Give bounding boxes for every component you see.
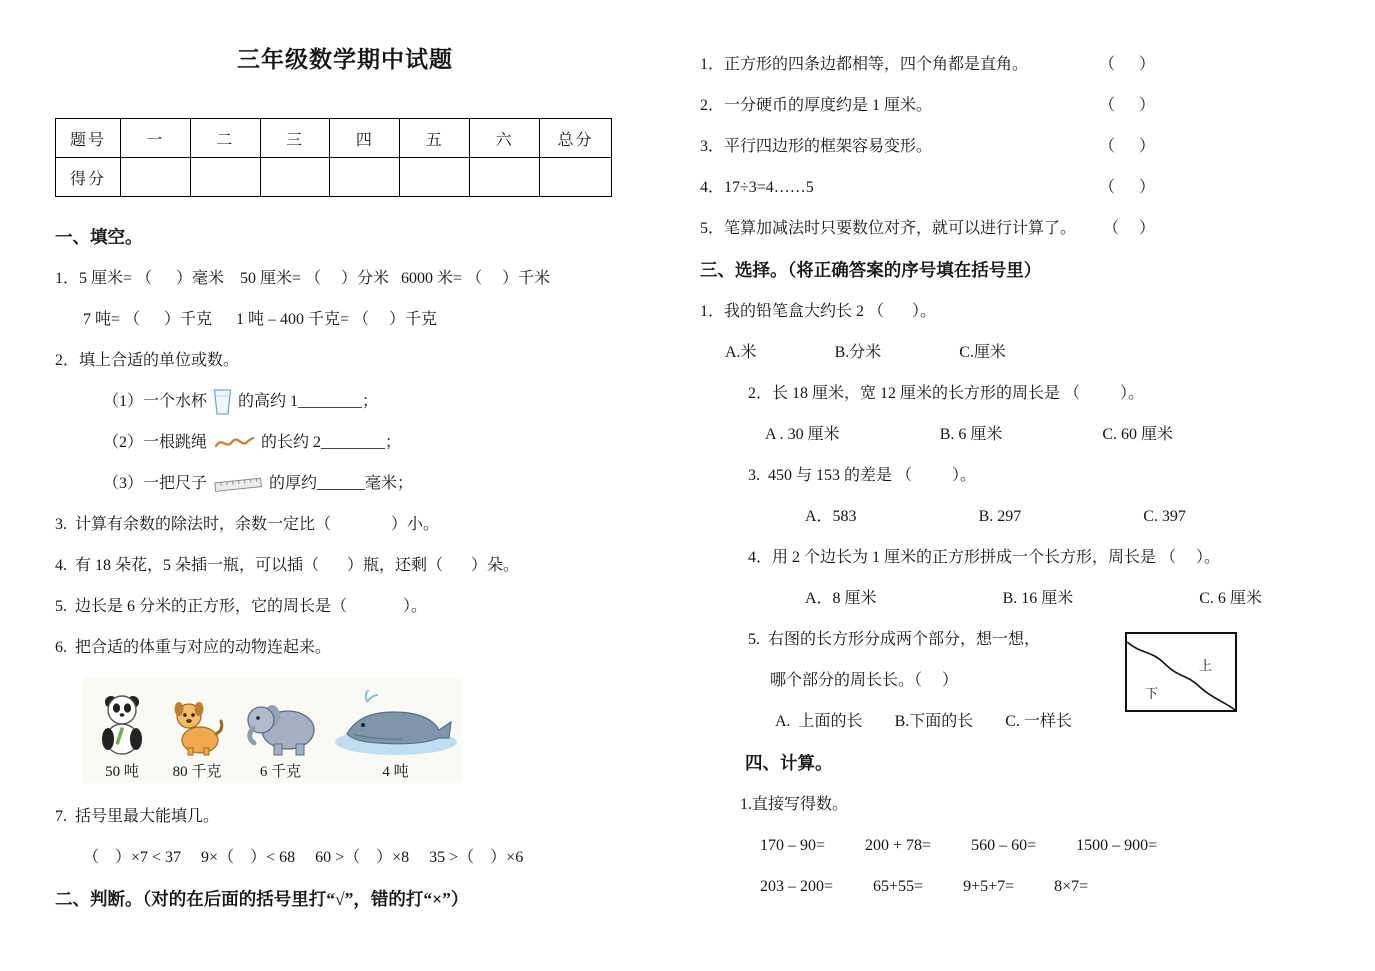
animal-weight-label: 50 吨: [105, 764, 139, 780]
panda-icon: [94, 692, 150, 761]
right-column: [700, 53, 1300, 916]
section-judge-heading: 二、判断。（对的在后面的括号里打“√”，错的打“×”）: [55, 889, 469, 909]
score-table-score-row: [56, 158, 612, 197]
judge-item-text: 4．17÷3=4……5: [700, 179, 814, 196]
answer-bracket: （ ）: [1098, 97, 1155, 114]
animal-whale: [328, 690, 463, 783]
calc-expression: 203 – 200=: [760, 878, 834, 895]
section-choice-heading: 三、选择。（将正确答案的序号填在括号里）: [700, 260, 1042, 280]
fill-q2-sub-2-post: 的长约 2________；: [261, 434, 402, 451]
judge-item-3: [700, 135, 1155, 159]
fill-q3: 3. 计算有余数的除法时，余数一定比（ ）小。: [55, 516, 440, 533]
calc-expression: 170 – 90=: [760, 837, 826, 854]
score-table-empty-cell: [260, 158, 330, 197]
judge-item-text: 3．平行四边形的框架容易变形。: [700, 138, 933, 155]
animal-weight-label: 4 吨: [382, 764, 409, 780]
calc-row-2: [700, 875, 1300, 899]
choice-q4-options: [700, 587, 1300, 611]
score-table-col-2: 二: [190, 119, 260, 158]
calc-expression: 1500 – 900=: [1076, 837, 1158, 854]
fill-q4: 4. 有 18 朵花，5 朵插一瓶，可以插（ ）瓶，还剩（ ）朵。: [55, 557, 520, 574]
option-b: B. 297: [978, 508, 1022, 525]
score-table-col-total: 总分: [540, 119, 612, 158]
section-calc-heading: 四、计算。: [745, 753, 833, 773]
fill-q2-sub-2-pre: （2）一根跳绳: [103, 434, 208, 451]
option-a: A．8 厘米: [805, 590, 877, 607]
fill-q1-line2: 7 吨= （ ）千克 1 吨 – 400 千克= （ ）千克: [83, 311, 438, 328]
jump-rope-icon: [213, 433, 255, 453]
choice-q1-options: [700, 341, 1300, 365]
fill-q7: 7. 括号里最大能填几。: [55, 808, 220, 825]
calc-expression: 8×7=: [1054, 878, 1089, 895]
fill-q6: 6. 把合适的体重与对应的动物连起来。: [55, 639, 332, 656]
ruler-icon: [213, 476, 263, 492]
choice-q5-line1: 5. 右图的长方形分成两个部分，想一想，: [748, 631, 1041, 648]
judge-item-1: [700, 53, 1155, 77]
score-table-col-4: 四: [330, 119, 400, 158]
judge-item-4: [700, 176, 1155, 200]
option-a: A . 30 厘米: [765, 426, 840, 443]
fill-q7-line: （ ）×7 < 37 9×（ ）< 68 60 >（ ）×8 35 >（ ）×6: [83, 849, 524, 866]
score-table-col-1: 一: [121, 119, 191, 158]
option-a: A．583: [805, 508, 857, 525]
judge-item-text: 5．笔算加减法时只要数位对齐，就可以进行计算了。: [700, 220, 1077, 237]
calc-expression: 65+55=: [873, 878, 924, 895]
score-table-empty-cell: [400, 158, 470, 197]
fill-q2-sub-3-pre: （3）一把尺子: [103, 475, 208, 492]
option-b: B. 6 厘米: [939, 426, 1003, 443]
fill-q5: 5. 边长是 6 分米的正方形，它的周长是（ ）。: [55, 598, 428, 615]
fill-q2-sub-3: [55, 472, 635, 496]
calc-expression: 200 + 78=: [865, 837, 932, 854]
rectangle-divider-curve: [1127, 634, 1235, 710]
elephant-icon: [244, 694, 318, 761]
score-table-empty-cell: [190, 158, 260, 197]
calc-expression: 9+5+7=: [963, 878, 1015, 895]
fill-q1-line1: 1．5 厘米= （ ）毫米 50 厘米= （ ）分米 6000 米= （ ）千米: [55, 270, 551, 287]
left-column: [55, 45, 635, 929]
option-b: B.下面的长: [894, 713, 974, 730]
choice-q3-options: [700, 505, 1300, 529]
calc-expression: 560 – 60=: [971, 837, 1037, 854]
score-table-col-3: 三: [260, 119, 330, 158]
judge-item-5: [700, 217, 1155, 241]
judge-item-2: [700, 94, 1155, 118]
dog-icon: [170, 698, 224, 761]
option-b: B.分米: [834, 344, 882, 361]
section-fill-heading: 一、填空。: [55, 227, 143, 247]
fill-q2-sub-1: [55, 390, 635, 414]
score-table-empty-cell: [540, 158, 612, 197]
answer-bracket: （ ）: [1098, 179, 1155, 196]
figure-top-label: 上: [1199, 658, 1213, 673]
whale-icon: [333, 690, 459, 761]
calc-row-1: [700, 834, 1300, 858]
animal-panda: [83, 692, 161, 783]
score-table-label-question-no: 题号: [56, 119, 121, 158]
water-cup-icon: [213, 389, 232, 415]
score-table-col-5: 五: [400, 119, 470, 158]
answer-bracket: （ ）: [1098, 138, 1155, 155]
fill-q2-sub-3-post: 的厚约______毫米；: [269, 475, 414, 492]
choice-q2-options: [700, 423, 1300, 447]
option-c: C. 6 厘米: [1199, 590, 1262, 607]
choice-q2: 2．长 18 厘米，宽 12 厘米的长方形的周长是 （ ）。: [748, 385, 1145, 402]
option-c: C.厘米: [959, 344, 1006, 361]
rectangle-perimeter-figure: [1125, 632, 1237, 712]
animal-dog: [161, 698, 233, 783]
fill-q2-sub-1-pre: （1）一个水杯: [103, 393, 208, 410]
animal-elephant: [233, 694, 328, 783]
calc-sub-heading: 1.直接写得数。: [740, 796, 849, 813]
choice-q5-options: [700, 710, 1300, 734]
page-title: 三年级数学期中试题: [237, 47, 453, 72]
answer-bracket: （ ）: [1102, 220, 1155, 237]
fill-q2-sub-2: [55, 431, 635, 455]
animal-weight-label: 6 千克: [259, 764, 302, 780]
score-table-header-row: [56, 119, 612, 158]
animal-weight-match-figure: [83, 677, 463, 783]
answer-bracket: （ ）: [1098, 56, 1155, 73]
animal-weight-label: 80 千克: [172, 764, 222, 780]
option-c: C. 60 厘米: [1102, 426, 1174, 443]
option-b: B. 16 厘米: [1002, 590, 1074, 607]
option-a: A. 上面的长: [775, 713, 863, 730]
option-a: A.米: [725, 344, 757, 361]
choice-q4: 4．用 2 个边长为 1 厘米的正方形拼成一个长方形，周长是 （ ）。: [748, 549, 1221, 566]
fill-q2: 2．填上合适的单位或数。: [55, 352, 240, 369]
choice-q5-line2: 哪个部分的周长长。（ ）: [770, 672, 959, 689]
judge-item-text: 2．一分硬币的厚度约是 1 厘米。: [700, 97, 933, 114]
score-table-empty-cell: [330, 158, 400, 197]
score-table-label-score: 得分: [56, 158, 121, 197]
choice-q1: 1．我的铅笔盒大约长 2 （ ）。: [700, 303, 937, 320]
figure-bottom-label: 下: [1145, 686, 1159, 701]
fill-q2-sub-1-post: 的高约 1________；: [238, 393, 379, 410]
choice-q3: 3. 450 与 153 的差是 （ ）。: [748, 467, 977, 484]
score-table-empty-cell: [470, 158, 540, 197]
score-table-col-6: 六: [470, 119, 540, 158]
judge-item-text: 1．正方形的四条边都相等，四个角都是直角。: [700, 56, 1029, 73]
option-c: C. 一样长: [1005, 713, 1072, 730]
score-table: [55, 118, 612, 197]
score-table-empty-cell: [121, 158, 191, 197]
option-c: C. 397: [1143, 508, 1186, 525]
